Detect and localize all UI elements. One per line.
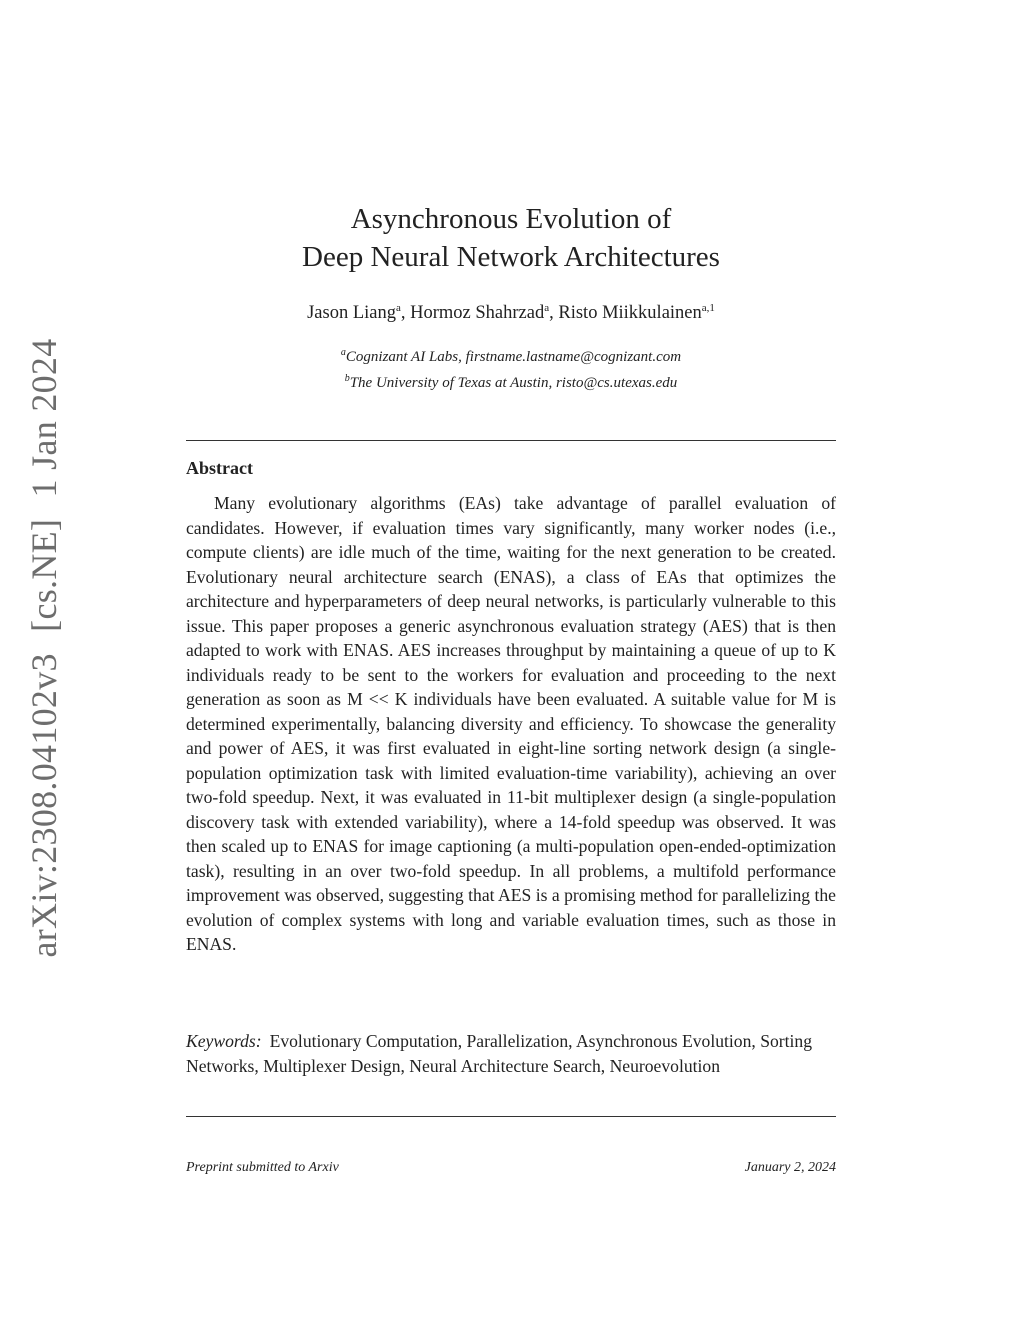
title-line-1: Asynchronous Evolution of [350,203,672,235]
affiliation-mark: b [344,373,350,384]
top-rule [186,440,836,441]
author-name: Jason Liang [307,303,396,324]
keywords-block [186,1029,836,1078]
abstract-body: Many evolutionary algorithms (EAs) take advantage of parallel evaluation of candidates. However, if evaluation times vary significantly, many worker nodes (i.e., compute clients) are idle much of the time, waiting for the next generation to be created. Evolutionary neural architecture search (ENAS), a class of EAs that optimizes the architecture and hyperparameters of deep neural networks, is particularly vulnerable to this issue. This paper proposes a generic asynchronous evaluation strategy (AES) that is then adapted to work with ENAS. AES increases throughput by maintaining a queue of up to K individuals ready to be sent to the workers for evaluation and proceeding to the next generation as soon as M << K individuals have been evaluated. A suitable value for M is determined experimentally, balancing diversity and efficiency. To showcase the generality and power of AES, it was first evaluated in eight-line sorting network design (a single-population optimization task with limited evaluation-time variability), achieving an over two-fold speedup. Next, it was evaluated in 11-bit multiplexer design (a single-population discovery task with extended variability), where a 14-fold speedup was observed. It was then scaled up to ENAS for image captioning (a multi-population open-ended-optimization task), resulting in an over two-fold speedup. In all problems, a multifold performance improvement was observed, suggesting that AES is a promising method for parallelizing the evolution of complex systems with long and variable evaluation times, such as those in ENAS. [186,493,836,954]
arxiv-stamp [23,332,65,963]
author-affil-mark: a [396,302,401,314]
footer-preprint-note: Preprint submitted to Arxiv [186,1160,339,1175]
author-name: Risto Miikkulainen [558,303,702,324]
affiliation-mark: a [340,347,346,358]
affiliations [186,342,836,394]
arxiv-date: 1 Jan 2024 [24,338,64,498]
affiliation-text: Cognizant AI Labs, firstname.lastname@cognizant.com [345,349,682,365]
affiliation-line [186,368,836,394]
arxiv-category: [cs.NE] [24,518,64,632]
affiliation-text: The University of Texas at Austin, risto@cs.utexas.edu [349,375,678,391]
keywords-text: Evolutionary Computation, Parallelization, Asynchronous Evolution, Sorting Networks, Multiplexer Design, Neural Architecture Search, Neuroevolution [186,1031,813,1076]
abstract-heading: Abstract [186,458,253,478]
keywords-label: Keywords: [186,1031,262,1051]
arxiv-id: arXiv:2308.04102v3 [24,653,64,958]
author-name: Hormoz Shahrzad [410,303,545,324]
footer-date: January 2, 2024 [744,1160,836,1175]
author-affil-mark: a,1 [701,302,715,314]
title-line-2: Deep Neural Network Architectures [302,241,720,273]
bottom-rule [186,1116,836,1117]
author-affil-mark: a [544,302,550,314]
affiliation-line [186,342,836,368]
paper-title [186,200,836,276]
author-list: Jason Liang$^a$, Hormoz Shahrzad$^a$, Risto Miikkulainen$^{a,1}$ [307,302,715,324]
